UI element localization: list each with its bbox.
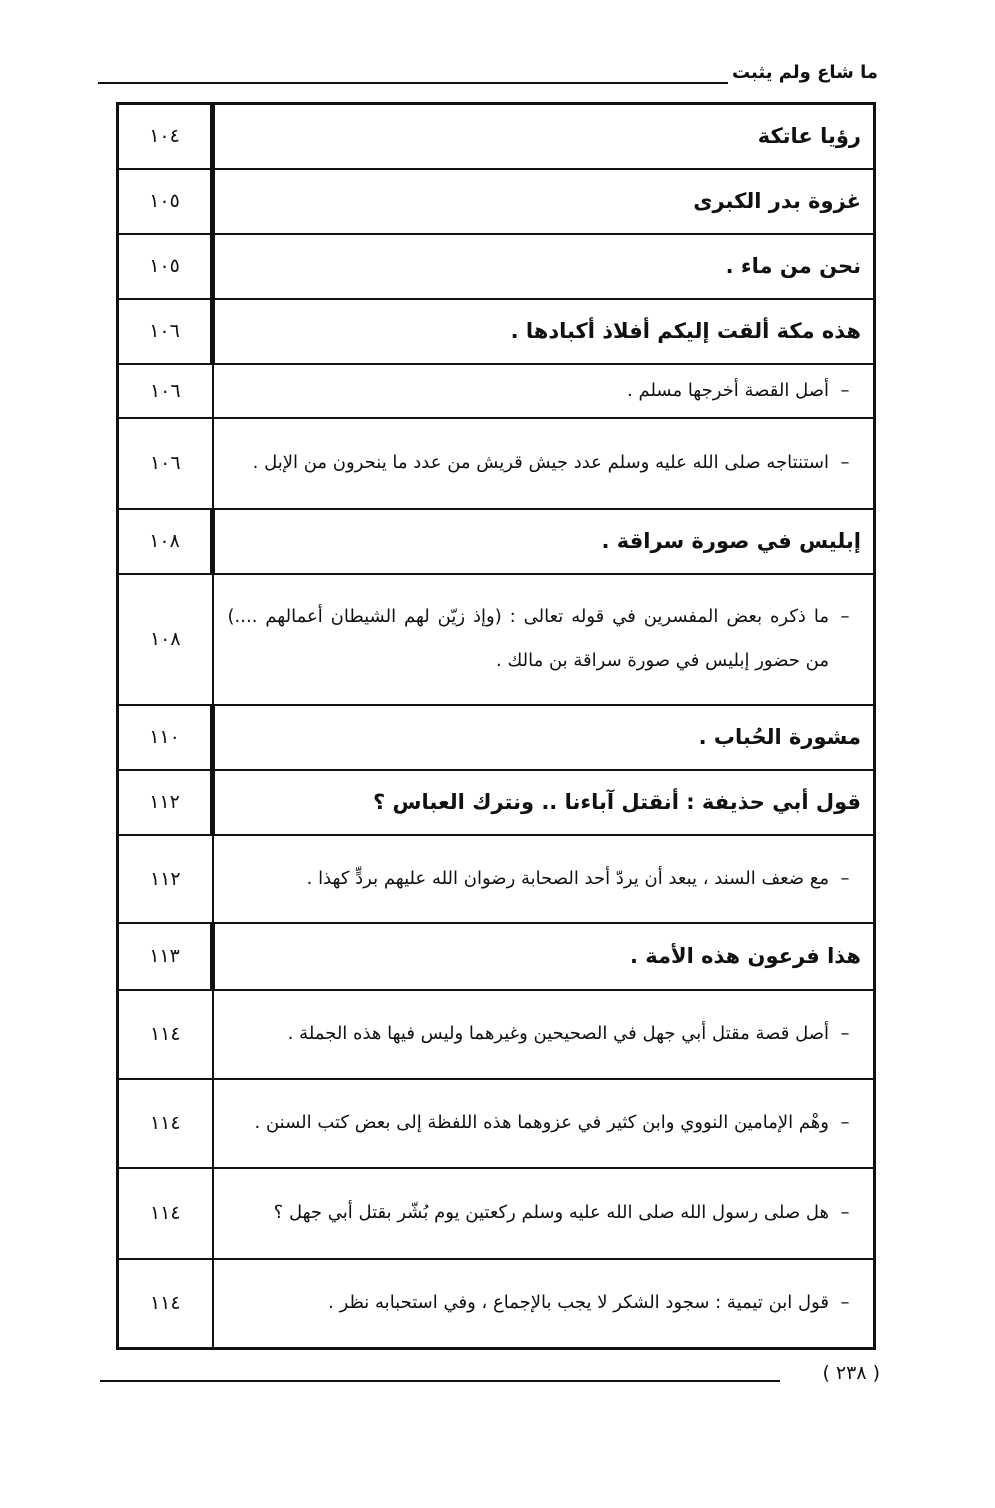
table-row xyxy=(118,835,875,923)
section-heading: غزوة بدر الكبرى xyxy=(693,189,861,213)
bullet-dash: – xyxy=(840,606,850,627)
bullet-dash: – xyxy=(840,452,850,473)
entry-cell xyxy=(213,509,875,574)
running-header xyxy=(98,62,878,92)
entry-cell xyxy=(213,574,875,705)
page-ref: ١٠٨ xyxy=(118,509,213,574)
page-number: ( ٢٣٨ ) xyxy=(822,1362,880,1384)
section-heading: رؤيا عاتكة xyxy=(757,124,861,149)
sub-entry-text: استنتاجه صلى الله عليه وسلم عدد جيش قريش من عدد ما ينحرون من الإبل . xyxy=(252,452,829,473)
bullet-dash: – xyxy=(840,1292,850,1314)
page-ref: ١١٠ xyxy=(118,705,213,770)
table-row xyxy=(118,1079,875,1168)
table-row xyxy=(118,234,875,299)
table-row xyxy=(118,705,875,770)
page-ref: ١٠٨ xyxy=(118,574,213,705)
table-row xyxy=(118,299,875,364)
footer-rule xyxy=(100,1380,780,1382)
page-ref: ١١٤ xyxy=(118,1259,213,1349)
page-ref: ١٠٦ xyxy=(118,418,213,509)
bullet-dash: – xyxy=(840,1023,850,1044)
page-ref: ١١٢ xyxy=(118,835,213,923)
section-heading: قول أبي حذيفة : أنقتل آباءنا .. ونترك العباس ؟ xyxy=(373,790,861,814)
table-row xyxy=(118,1259,875,1349)
page-ref: ١٠٤ xyxy=(118,104,213,169)
entry-cell xyxy=(213,705,875,770)
table-row xyxy=(118,923,875,990)
section-heading: نحن من ماء . xyxy=(725,254,861,278)
entry-cell xyxy=(213,1079,875,1168)
entry-cell xyxy=(213,770,875,835)
page-ref: ١١٤ xyxy=(118,1079,213,1168)
table-row xyxy=(118,104,875,169)
bullet-dash: – xyxy=(840,379,850,401)
entry-cell xyxy=(213,1168,875,1259)
section-heading: هذه مكة ألقت إليكم أفلاذ أكبادها . xyxy=(510,319,861,343)
contents-table xyxy=(116,102,876,1350)
page-ref: ١١٤ xyxy=(118,990,213,1079)
sub-entry-text: هل صلى رسول الله صلى الله عليه وسلم ركعتين يوم بُشّر بقتل أبي جهل ؟ xyxy=(273,1202,829,1223)
table-row xyxy=(118,574,875,705)
entry-cell xyxy=(213,1259,875,1349)
table-row xyxy=(118,770,875,835)
sub-entry-text: قول ابن تيمية : سجود الشكر لا يجب بالإجماع ، وفي استحبابه نظر . xyxy=(328,1292,829,1314)
page-ref: ١٠٦ xyxy=(118,364,213,418)
sub-entry-text: أصل قصة مقتل أبي جهل في الصحيحين وغيرهما وليس فيها هذه الجملة . xyxy=(287,1023,829,1044)
entry-cell xyxy=(213,234,875,299)
bullet-dash: – xyxy=(840,867,850,889)
page-ref: ١١٢ xyxy=(118,770,213,835)
sub-entry-text: وهْم الإمامين النووي وابن كثير في عزوهما هذه اللفظة إلى بعض كتب السنن . xyxy=(254,1112,829,1133)
section-heading: مشورة الحُباب . xyxy=(698,725,861,749)
sub-entry-text: أصل القصة أخرجها مسلم . xyxy=(627,379,829,401)
entry-cell xyxy=(213,835,875,923)
entry-cell xyxy=(213,364,875,418)
section-heading: إبليس في صورة سراقة . xyxy=(601,529,861,553)
page-footer xyxy=(100,1362,880,1392)
sub-entry-text: مع ضعف السند ، يبعد أن يردّ أحد الصحابة رضوان الله عليهم بردٍّ كهذا . xyxy=(306,867,829,889)
entry-cell xyxy=(213,104,875,169)
page-ref: ١١٤ xyxy=(118,1168,213,1259)
table-row xyxy=(118,990,875,1079)
header-rule xyxy=(98,82,728,84)
bullet-dash: – xyxy=(840,1112,850,1133)
table-row xyxy=(118,509,875,574)
table-row xyxy=(118,169,875,234)
entry-cell xyxy=(213,299,875,364)
page-ref: ١٠٦ xyxy=(118,299,213,364)
table-row xyxy=(118,418,875,509)
entry-cell xyxy=(213,418,875,509)
page-ref: ١١٣ xyxy=(118,923,213,990)
table-row xyxy=(118,364,875,418)
running-title: ما شاع ولم يثبت xyxy=(731,62,878,83)
entry-cell xyxy=(213,923,875,990)
sub-entry-text: ما ذكره بعض المفسرين في قوله تعالى : (وإذ زيّن لهم الشيطان أعمالهم ....) من حضور إبليس في صورة سراقة بن مالك . xyxy=(227,606,829,671)
entry-cell xyxy=(213,169,875,234)
page-ref: ١٠٥ xyxy=(118,234,213,299)
section-heading: هذا فرعون هذه الأمة . xyxy=(629,944,861,968)
page-ref: ١٠٥ xyxy=(118,169,213,234)
bullet-dash: – xyxy=(840,1202,850,1223)
table-row xyxy=(118,1168,875,1259)
entry-cell xyxy=(213,990,875,1079)
